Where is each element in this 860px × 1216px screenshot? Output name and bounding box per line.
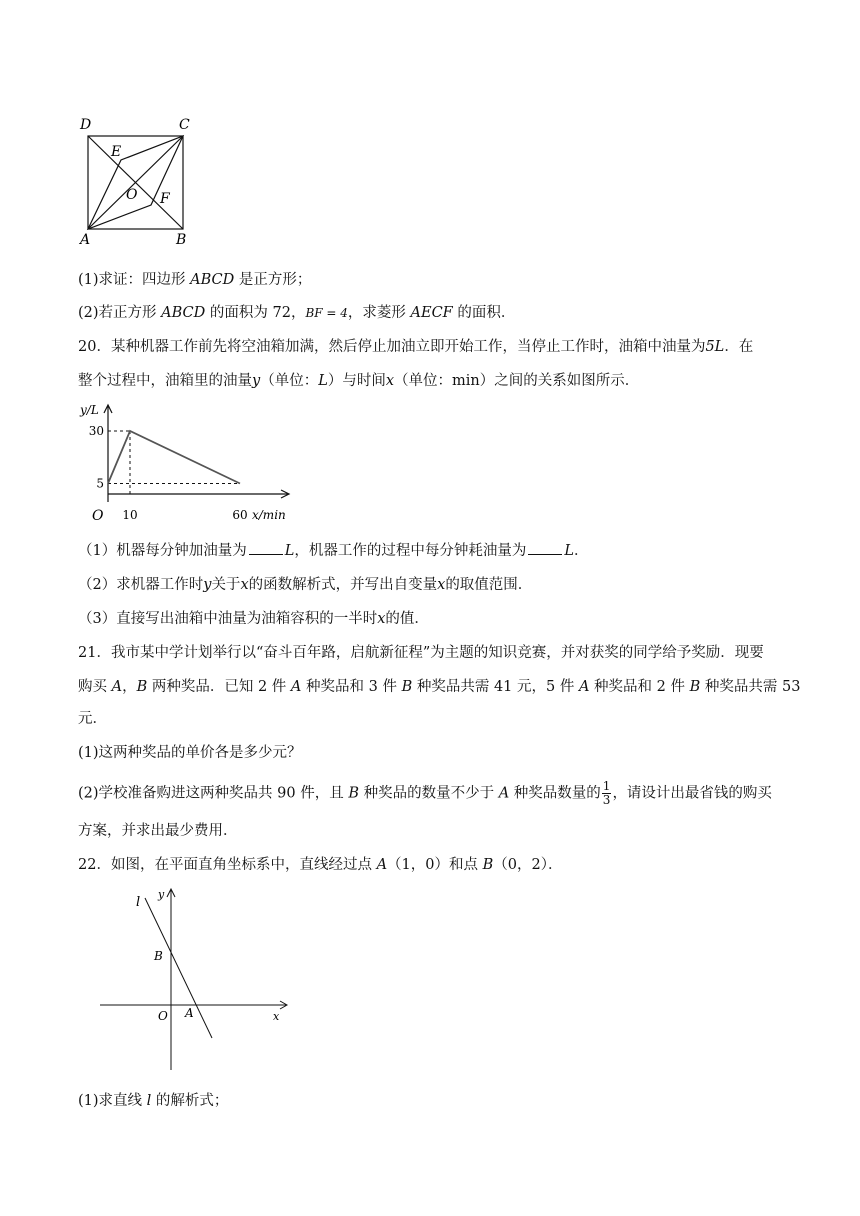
q20-sub3: （3）直接写出油箱中油量为油箱容积的一半时x的值．	[78, 611, 429, 627]
q19-part1: (1)求证：四边形 ABCD 是正方形；	[78, 272, 312, 288]
q21-sub2-line2: 方案，并求出最少费用．	[78, 823, 238, 839]
q20-sub2: （2）求机器工作时y关于x的函数解析式，并写出自变量x的取值范围．	[78, 577, 533, 593]
y-tick-label: 5	[96, 476, 104, 491]
q20-sub1: （1）机器每分钟加油量为 L，机器工作的过程中每分钟耗油量为 L．	[78, 540, 589, 562]
label-x-axis: x	[273, 1010, 280, 1023]
label-point-a: A	[185, 1006, 194, 1020]
q22-sub1: (1)求直线 l 的解析式；	[78, 1093, 229, 1109]
coordinate-figure	[96, 884, 296, 1074]
x-tick-label: 10	[122, 508, 138, 522]
x-axis-label: x/min	[252, 508, 286, 522]
q21-sub2: (2)学校准备购进这两种奖品共 90 件，且 B 种奖品的数量不少于 A 种奖品数量的 $\frac{1}{3}$ ，请设计出最省钱的购买	[78, 779, 772, 807]
x-tick-label: 60	[232, 508, 248, 522]
q21-line1: 21．我市某中学计划举行以“奋斗百年路，启航新征程”为主题的知识竞赛，并对获奖的同学给予奖励．现要	[78, 645, 764, 661]
answer-blank-2[interactable]	[528, 540, 562, 555]
label-o: O	[126, 187, 138, 203]
line-l	[145, 898, 212, 1038]
label-l: l	[136, 895, 141, 910]
label-y-axis: y	[158, 888, 165, 901]
fraction-one-third: $\frac{1}{3}$	[602, 779, 611, 807]
y-axis-label: y/L	[80, 403, 99, 417]
q22-line1: 22．如图，在平面直角坐标系中，直线经过点 A（1，0）和点 B（0，2）．	[78, 857, 563, 873]
answer-blank-1[interactable]	[249, 540, 283, 555]
label-f: F	[160, 191, 170, 207]
q21-line2: 购买 A，B 两种奖品．已知 2 件 A 种奖品和 3 件 B 种奖品共需 41 元，5 件 A 种奖品和 2 件 B 种奖品共需 53	[78, 679, 801, 695]
q19-part2: (2)若正方形 ABCD 的面积为 72，BF = 4，求菱形 AECF 的面积．	[78, 305, 516, 321]
label-a: A	[80, 232, 91, 248]
y-tick-label: 30	[88, 424, 104, 438]
label-point-b: B	[154, 949, 163, 963]
q20-line2: 整个过程中，油箱里的油量y（单位：L）与时间x（单位：min）之间的关系如图所示．	[78, 373, 640, 389]
label-e: E	[111, 144, 122, 160]
label-b: B	[176, 232, 187, 248]
square-figure	[76, 114, 196, 248]
q21-line3: 元．	[78, 711, 107, 727]
q20-line1: 20．某种机器工作前先将空油箱加满，然后停止加油立即开始工作，当停止工作时，油箱中油量为5L．在	[78, 339, 754, 355]
oil-tank-chart	[78, 402, 294, 526]
label-c: C	[179, 117, 190, 133]
oil-series-line	[108, 431, 240, 484]
q21-sub1: (1)这两种奖品的单价各是多少元？	[78, 745, 302, 761]
label-origin: O	[158, 1009, 168, 1023]
label-d: D	[80, 117, 92, 133]
origin-label: O	[92, 508, 104, 524]
